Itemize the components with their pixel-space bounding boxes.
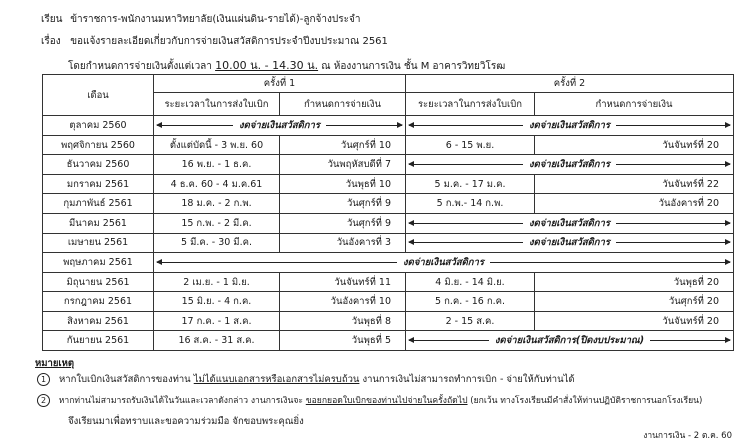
- recipient-label: เรียน: [41, 14, 63, 25]
- welfare-payment-schedule-table: [42, 74, 734, 351]
- subject-value: ขอแจ้งรายละเอียดเกี่ยวกับการจ่ายเงินสวัสดิการประจำปีงบประมาณ 2561: [70, 36, 388, 47]
- month-cell: มิถุนายน 2561: [43, 272, 154, 292]
- month-cell: มีนาคม 2561: [43, 214, 154, 234]
- round2-period-cell: 2 - 15 ส.ค.: [406, 311, 535, 331]
- recipient-value: ข้าราชการ-พนักงานมหาวิทยาลัย(เงินแผ่นดิน-รายได้)-ลูกจ้างประจำ: [70, 14, 361, 25]
- round2-period-cell: 5 ม.ค. - 17 ม.ค.: [406, 174, 535, 194]
- month-cell: กันยายน 2561: [43, 331, 154, 351]
- no-payment-closing-label: งดจ่ายเงินสวัสดิการ(ปิดงบประมาณ): [494, 335, 645, 347]
- table-row: [43, 292, 734, 312]
- month-cell: สิงหาคม 2561: [43, 311, 154, 331]
- no-payment-span: [406, 214, 734, 234]
- note-2: [37, 393, 702, 407]
- round1-payday-cell: วันจันทร์ที่ 11: [280, 272, 406, 292]
- no-payment-span: [154, 116, 406, 136]
- round1-payday-header: กำหนดการจ่ายเงิน: [280, 92, 406, 115]
- no-payment-span: [406, 233, 734, 253]
- note-1-text-a: หากใบเบิกเงินสวัสดิการของท่าน: [59, 374, 191, 385]
- round1-payday-cell: วันศุกร์ที่ 9: [280, 214, 406, 234]
- schedule-line: [68, 56, 505, 74]
- note-number-1: 1: [37, 373, 50, 386]
- round1-period-cell: 16 ส.ค. - 31 ส.ค.: [154, 331, 280, 351]
- round1-payday-cell: วันพุธที่ 8: [280, 311, 406, 331]
- round1-period-cell: 17 ก.ค. - 1 ส.ค.: [154, 311, 280, 331]
- note-1-text-b: งานการเงินไม่สามารถทำการเบิก - จ่ายให้กับท่านได้: [362, 374, 575, 385]
- note-2-text-b: (ยกเว้น ทางโรงเรียนมีคำสั่งให้ท่านปฏิบัติราชการนอกโรงเรียน): [470, 396, 703, 406]
- round1-period-cell: 15 มิ.ย. - 4 ก.ค.: [154, 292, 280, 312]
- round1-period-header: ระยะเวลาในการส่งใบเบิก: [154, 92, 280, 115]
- note-2-text-a: หากท่านไม่สามารถรับเงินได้ในวันและเวลาดังกล่าว งานการเงินจะ: [58, 396, 304, 406]
- closing-sentence: จึงเรียนมาเพื่อทราบและขอความร่วมมือ จักขอบพระคุณยิ่ง: [68, 416, 304, 427]
- round1-payday-cell: วันอังคารที่ 10: [280, 292, 406, 312]
- table-row: [43, 174, 734, 194]
- month-cell: ตุลาคม 2560: [43, 116, 154, 136]
- table-row: [43, 272, 734, 292]
- no-payment-label: งดจ่ายเงินสวัสดิการ: [529, 237, 610, 249]
- round2-period-cell: 6 - 15 พ.ย.: [406, 135, 535, 155]
- round1-period-cell: 2 เม.ย. - 1 มิ.ย.: [154, 272, 280, 292]
- subject-line: [41, 34, 388, 49]
- round2-period-cell: 5 ก.ค. - 16 ก.ค.: [406, 292, 535, 312]
- table-row: [43, 331, 734, 351]
- table-row: [43, 253, 734, 273]
- no-payment-label: งดจ่ายเงินสวัสดิการ: [239, 120, 320, 131]
- notes-section: [35, 356, 74, 371]
- round2-payday-cell: วันพุธที่ 20: [535, 272, 734, 292]
- footer-stamp: งานการเงิน - 2 ต.ค. 60: [643, 431, 732, 441]
- round1-header: ครั้งที่ 1: [154, 75, 406, 93]
- month-cell: เมษายน 2561: [43, 233, 154, 253]
- subject-label: เรื่อง: [41, 36, 61, 47]
- table-row: [43, 311, 734, 331]
- round1-period-cell: 16 พ.ย. - 1 ธ.ค.: [154, 155, 280, 175]
- month-cell: กรกฎาคม 2561: [43, 292, 154, 312]
- no-payment-label: งดจ่ายเงินสวัสดิการ: [529, 120, 610, 131]
- no-payment-span: [154, 253, 734, 273]
- round2-period-cell: 4 มิ.ย. - 14 มิ.ย.: [406, 272, 535, 292]
- table-row: [43, 155, 734, 175]
- month-cell: พฤศจิกายน 2560: [43, 135, 154, 155]
- round2-payday-cell: วันจันทร์ที่ 20: [535, 311, 734, 331]
- round2-header: ครั้งที่ 2: [406, 75, 734, 93]
- round1-payday-cell: วันศุกร์ที่ 9: [280, 194, 406, 214]
- column-header-month: เดือน: [43, 75, 154, 116]
- table-row: [43, 214, 734, 234]
- table-row: [43, 135, 734, 155]
- no-payment-label: งดจ่ายเงินสวัสดิการ: [403, 256, 484, 268]
- round2-payday-header: กำหนดการจ่ายเงิน: [535, 92, 734, 115]
- note-2-underlined: ขอยกยอดใบเบิกของท่านไปจ่ายในครั้งถัดไป: [305, 396, 468, 406]
- round1-period-cell: ตั้งแต่บัดนี้ - 3 พ.ย. 60: [154, 135, 280, 155]
- round1-payday-cell: วันพุธที่ 10: [280, 174, 406, 194]
- round2-period-cell: 5 ก.พ.- 14 ก.พ.: [406, 194, 535, 214]
- table-row: [43, 194, 734, 214]
- recipient-line: [41, 12, 360, 27]
- month-cell: พฤษภาคม 2561: [43, 253, 154, 273]
- note-number-2: 2: [37, 394, 50, 407]
- month-cell: มกราคม 2561: [43, 174, 154, 194]
- round2-payday-cell: วันจันทร์ที่ 22: [535, 174, 734, 194]
- table-row: [43, 233, 734, 253]
- no-payment-span: [406, 155, 734, 175]
- no-payment-label: งดจ่ายเงินสวัสดิการ: [529, 159, 610, 171]
- round1-payday-cell: วันพฤหัสบดีที่ 7: [280, 155, 406, 175]
- round2-payday-cell: วันศุกร์ที่ 20: [535, 292, 734, 312]
- round1-period-cell: 18 ม.ค. - 2 ก.พ.: [154, 194, 280, 214]
- round1-payday-cell: วันอังคารที่ 3: [280, 233, 406, 253]
- round1-payday-cell: วันพุธที่ 5: [280, 331, 406, 351]
- no-payment-span: [406, 116, 734, 136]
- note-1-underlined: ไม่ได้แนบเอกสารหรือเอกสารไม่ครบถ้วน: [193, 374, 360, 385]
- round1-period-cell: 15 ก.พ. - 2 มี.ค.: [154, 214, 280, 234]
- notes-title: หมายเหตุ: [35, 358, 75, 369]
- schedule-time: 10.00 น. - 14.30 น.: [215, 59, 319, 72]
- round1-payday-cell: วันศุกร์ที่ 10: [280, 135, 406, 155]
- table-row: [43, 116, 734, 136]
- round2-payday-cell: วันจันทร์ที่ 20: [535, 135, 734, 155]
- round1-period-cell: 4 ธ.ค. 60 - 4 ม.ค.61: [154, 174, 280, 194]
- no-payment-label: งดจ่ายเงินสวัสดิการ: [529, 217, 610, 229]
- month-cell: ธันวาคม 2560: [43, 155, 154, 175]
- schedule-prefix: โดยกำหนดการจ่ายเงินตั้งแต่เวลา: [68, 61, 212, 72]
- note-1: [37, 372, 575, 387]
- round2-payday-cell: วันอังคารที่ 20: [535, 194, 734, 214]
- no-payment-closing-span: [406, 331, 734, 351]
- month-cell: กุมภาพันธ์ 2561: [43, 194, 154, 214]
- round1-period-cell: 5 มี.ค. - 30 มี.ค.: [154, 233, 280, 253]
- schedule-suffix: ณ ห้องงานการเงิน ชั้น M อาคารวิทยวิโรฒ: [321, 61, 506, 72]
- round2-period-header: ระยะเวลาในการส่งใบเบิก: [406, 92, 535, 115]
